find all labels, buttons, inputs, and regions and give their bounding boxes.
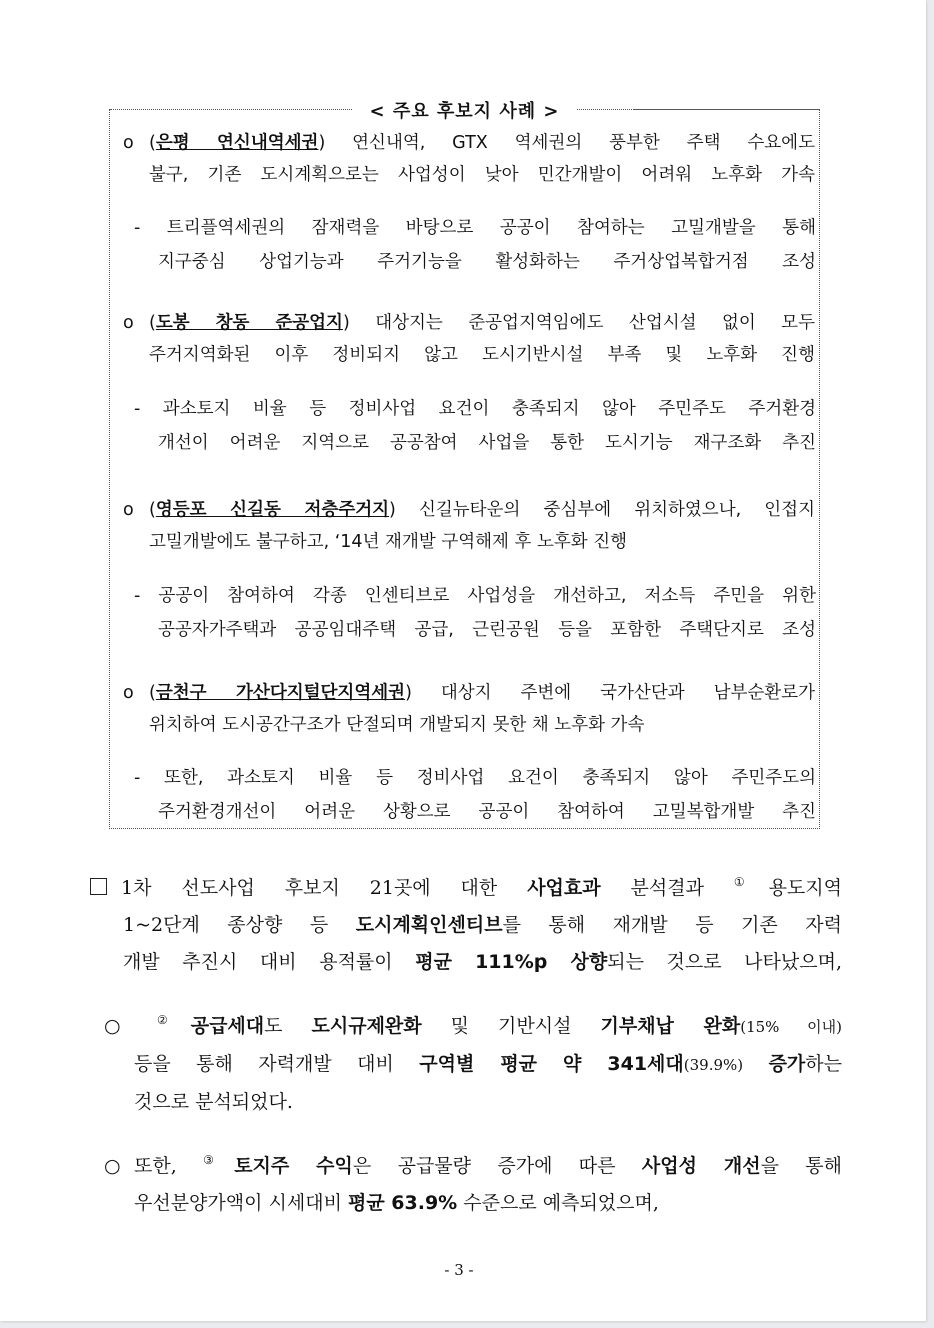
- example-sub-item: - 트리플역세권의 잠재력을 바탕으로 공공이 참여하는 고밀개발을 통해 지구중심 상업기능과 주거기능을 활성화하는 주거상업복합거점 조성: [134, 218, 816, 272]
- page-number: - 3 -: [444, 1261, 474, 1279]
- example-item: o (도봉 창동 준공업지) 대상지는 준공업지역임에도 산업시설 없이 모두 주거지역화된 이후 정비되지 않고 도시기반시설 부족 및 노후화 진행: [123, 307, 815, 371]
- bullet: o: [123, 313, 134, 333]
- example-item: o (금천구 가산다지털단지역세권) 대상지 주변에 국가산단과 남부순환로가 위치하여 도시공간구조가 단절되며 개발되지 못한 채 노후화 가속: [123, 677, 815, 741]
- landowner-paragraph: ○ 또한, ③토지주 수익은 공급물량 증가에 따른 사업성 개선을 통해 우선분양가액이 시세대비 평균 63.9% 수준으로 예측되었으며,: [104, 1148, 842, 1222]
- bullet: o: [123, 683, 134, 703]
- example-sub-item: - 또한, 과소토지 비율 등 정비사업 요건이 충족되지 않아 주민주도의 주거환경개선이 어려운 상황으로 공공이 참여하여 고밀복합개발 추진: [134, 768, 816, 822]
- example-item: o (영등포 신길동 저층주거지) 신길뉴타운의 중심부에 위치하였으나, 인접지 고밀개발에도 불구하고, ‘14년 재개발 구역해제 후 노후화 진행: [123, 494, 815, 558]
- box-title: [110, 97, 819, 123]
- circle-bullet: ○: [104, 1015, 121, 1037]
- candidate-examples-box: [109, 101, 820, 829]
- example-sub-item: - 과소토지 비율 등 정비사업 요건이 충족되지 않아 주민주도 주거환경 개선이 어려운 지역으로 공공참여 사업을 통한 도시기능 재구조화 추진: [134, 399, 816, 453]
- supply-paragraph: ○ ②공급세대도 도시규제완화 및 기반시설 기부채납 완화(15% 이내) 등을 통해 자력개발 대비 구역별 평균 약 341세대(39.9%) 증가하는 것으로 분석되었다.: [104, 1008, 842, 1121]
- bullet: o: [123, 500, 134, 520]
- example-desc: 위치하여 도시공간구조가 단절되며 개발되지 못한 채 노후화 가속: [149, 715, 645, 735]
- example-name: 은평 연신내역세권: [155, 133, 319, 153]
- bullet: o: [123, 133, 134, 153]
- circle-bullet: ○: [104, 1155, 121, 1177]
- example-name: 영등포 신길동 저층주거지: [155, 500, 390, 520]
- example-desc: 고밀개발에도 불구하고, ‘14년 재개발 구역해제 후 노후화 진행: [149, 532, 628, 552]
- title-rule-left: [110, 109, 298, 110]
- example-name: 도봉 창동 준공업지: [155, 313, 343, 333]
- example-name: 금천구 가산다지털단지역세권: [155, 683, 406, 703]
- checkbox-bullet-icon: [90, 878, 107, 895]
- example-desc: 불구, 기존 도시계획으로는 사업성이 낮아 민간개발이 어려워 노후화 가속: [149, 165, 815, 185]
- example-item: o (은평 연신내역세권) 연신내역, GTX 역세권의 풍부한 주택 수요에도 불구, 기존 도시계획으로는 사업성이 낮아 민간개발이 어려워 노후화 가속: [123, 127, 815, 191]
- box-title-text: < 주요 후보지 사례 >: [352, 101, 578, 122]
- example-sub-item: - 공공이 참여하여 각종 인센티브로 사업성을 개선하고, 저소득 주민을 위한 공공자가주택과 공공임대주택 공급, 근린공원 등을 포함한 주택단지로 조성: [134, 586, 816, 640]
- summary-paragraph: 1차 선도사업 후보지 21곳에 대한 사업효과 분석결과 ①용도지역 1~2단계 종상향 등 도시계획인센티브를 통해 재개발 등 기존 자력 개발 추진시 대비 용적률이 평균 111%p 상향되는 것으로 나타났으며,: [90, 870, 842, 981]
- title-rule-right: [633, 109, 819, 110]
- example-desc: 주거지역화된 이후 정비되지 않고 도시기반시설 부족 및 노후화 진행: [149, 345, 815, 365]
